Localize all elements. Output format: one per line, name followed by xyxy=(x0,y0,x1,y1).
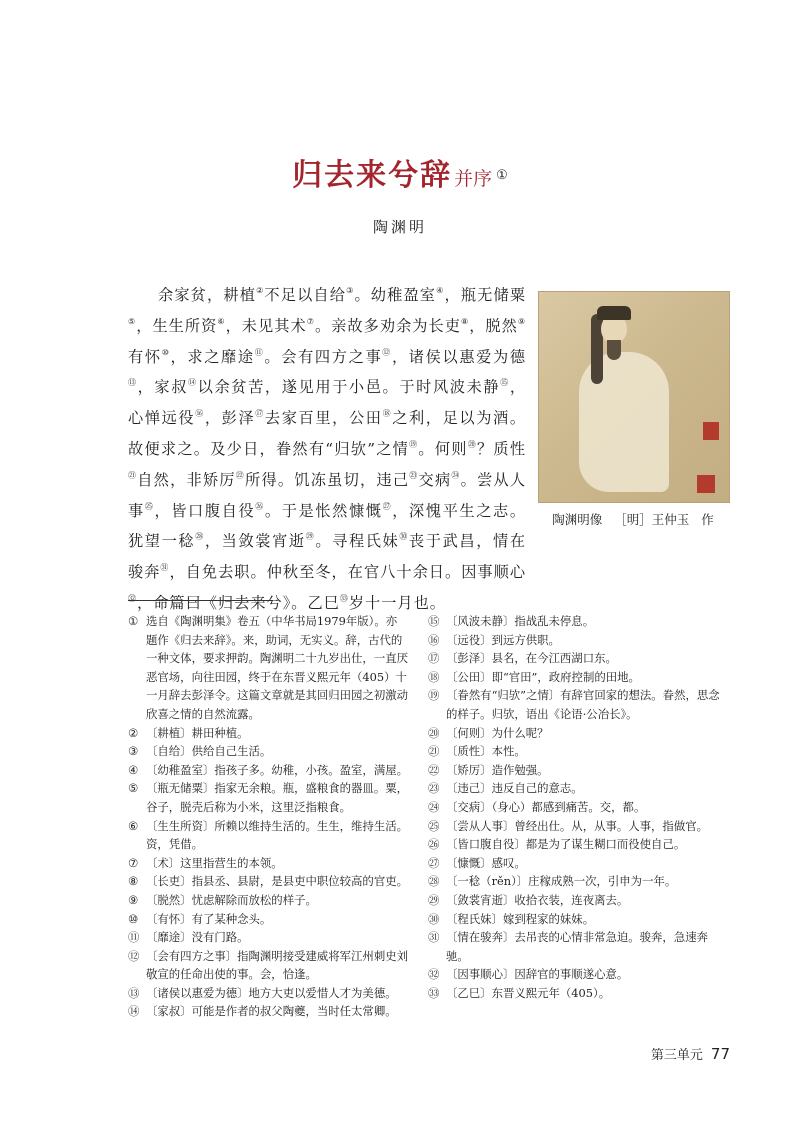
footnote-item xyxy=(428,686,728,723)
footnote-item xyxy=(428,742,728,761)
footnote-text: 〔矫厉〕造作勉强。 xyxy=(446,762,549,777)
footnote-text: 〔一稔（rěn）〕庄稼成熟一次，引申为一年。 xyxy=(446,874,677,889)
author: 陶渊明 xyxy=(372,218,427,236)
footnote-text: 〔公田〕即“官田”，政府控制的田地。 xyxy=(446,669,640,684)
footnote-text: 〔有怀〕有了某种念头。 xyxy=(146,911,272,926)
text-run: ，彭泽 xyxy=(204,409,256,428)
footnote-marker[interactable]: ⑫ xyxy=(382,347,392,357)
footnote-marker[interactable]: ⑳ xyxy=(467,439,477,449)
footnote-item xyxy=(428,798,728,817)
footnote-text: 〔乙巳〕东晋义熙元年（405）。 xyxy=(446,985,611,1000)
text-run: 。何则 xyxy=(418,439,468,458)
footnote-text: 〔远役〕到远方供职。 xyxy=(446,632,560,647)
seal-stamp xyxy=(697,475,715,493)
footnote-marker[interactable]: ㉕ xyxy=(144,501,155,511)
text-run: 。幼稚盈室 xyxy=(354,286,437,304)
footnote-text: 〔程氏妹〕嫁到程家的妹妹。 xyxy=(446,911,595,926)
footnote-number: ⑭ xyxy=(128,1004,140,1019)
text-run: ，自免去职。仲秋至冬，在官八十余日。因事顺心 xyxy=(169,563,527,582)
footnote-number: ㉓ xyxy=(428,781,440,796)
preface-text xyxy=(128,280,526,619)
footnote-number: ㉑ xyxy=(428,744,440,759)
text-run: 。亲故多劝余为长吏 xyxy=(314,316,461,335)
title-suffix: 并序 xyxy=(454,168,493,190)
footnote-marker[interactable]: ⑤ xyxy=(128,316,137,326)
footnote-item xyxy=(428,724,728,743)
portrait-caption xyxy=(538,510,728,528)
footnote-item xyxy=(428,854,728,873)
footnote-item xyxy=(128,984,408,1003)
footnote-number: ⑮ xyxy=(428,614,440,628)
footnote-marker[interactable]: ㉖ xyxy=(255,501,265,511)
text-run: 自然，非矫厉 xyxy=(137,470,236,489)
footnote-text: 〔靡途〕没有门路。 xyxy=(146,930,249,945)
footnote-number: ㉔ xyxy=(428,799,440,814)
footnote-marker[interactable]: ⑮ xyxy=(500,378,510,388)
footnote-item xyxy=(128,817,408,854)
footnote-marker[interactable]: ③ xyxy=(346,286,355,295)
page-title: 归去来兮辞 xyxy=(292,158,453,193)
footnote-text: 〔会有四方之事〕指陶渊明接受建威将军江州刺史刘敬宣的任命出使的事。会，恰逢。 xyxy=(146,948,408,982)
footnote-marker[interactable]: ⑥ xyxy=(217,316,226,326)
footnote-number: ⑦ xyxy=(128,855,139,870)
footnote-number: ㉜ xyxy=(428,967,440,982)
footnote-marker[interactable]: ⑦ xyxy=(306,316,315,326)
text-run: 丧于武昌，情在骏奔 xyxy=(128,532,527,582)
footnote-marker[interactable]: ⑬ xyxy=(128,378,138,388)
text-run: ，皆口腹自役 xyxy=(154,501,256,520)
text-run: 去家百里，公田 xyxy=(264,409,383,428)
footnote-text: 〔情在骏奔〕去吊丧的心情非常急迫。骏奔，急速奔驰。 xyxy=(446,930,708,963)
text-run: 以余贫苦，遂见用于小邑。于时风波未静 xyxy=(197,378,501,397)
seal-stamp xyxy=(703,422,719,440)
footnote-marker[interactable]: ㉛ xyxy=(160,563,170,573)
footnote-marker[interactable]: ㉓ xyxy=(409,470,419,480)
footnotes-right-column xyxy=(428,612,728,1002)
title-block xyxy=(0,150,800,194)
footnote-number: ㉝ xyxy=(428,985,440,1000)
footnote-text: 〔术〕这里指营生的本领。 xyxy=(146,855,283,870)
portrait-image xyxy=(538,291,730,503)
page-footer xyxy=(600,1044,730,1063)
footnote-number: ㉙ xyxy=(428,892,440,907)
footnote-marker[interactable]: ④ xyxy=(436,286,445,295)
footnote-text: 〔慷慨〕感叹。 xyxy=(446,855,526,870)
footnote-item xyxy=(128,947,408,984)
footnote-text: 〔诸侯以惠爱为德〕地方大吏以爱惜人才为美德。 xyxy=(146,985,397,1000)
footnote-text: 〔彭泽〕县名，在今江西湖口东。 xyxy=(446,651,617,666)
footnote-item xyxy=(128,1002,408,1021)
footnote-divider xyxy=(128,600,273,601)
text-run: ，未见其术 xyxy=(225,316,307,335)
text-run: ，命篇曰《归去来兮》。乙巳 xyxy=(137,593,340,612)
text-run: 不足以自给 xyxy=(264,286,347,304)
footnote-item xyxy=(428,891,728,910)
footnote-marker[interactable]: ㉝ xyxy=(339,593,349,603)
footnote-marker[interactable]: ㉜ xyxy=(128,593,137,603)
text-run: 有怀 xyxy=(128,347,162,366)
footnote-item xyxy=(128,910,408,929)
text-run: ，生生所资 xyxy=(136,316,218,335)
footnote-marker[interactable]: ⑨ xyxy=(517,316,527,326)
footnote-number: ⑫ xyxy=(128,948,140,963)
text-run: 之利，足以为酒。故便求之。及少日，眷然有“归欤”之情 xyxy=(128,409,527,458)
footnote-text: 〔因事顺心〕因辞官的事顺遂心意。 xyxy=(446,967,629,982)
footnote-number: ⑲ xyxy=(428,688,440,703)
footnote-number: ⑰ xyxy=(428,651,440,666)
footnote-number: ⑨ xyxy=(128,892,139,907)
caption-action: 作 xyxy=(701,512,714,527)
footnote-item xyxy=(428,668,728,687)
footnote-number: ⑥ xyxy=(128,818,139,833)
footnote-text: 〔违己〕违反自己的意志。 xyxy=(446,781,583,796)
portrait-beard xyxy=(607,340,621,360)
footnote-text: 〔瓶无储粟〕指家无余粮。瓶，盛粮食的器皿。粟，谷子，脱壳后称为小米，这里泛指粮食。 xyxy=(146,781,408,814)
footnote-marker[interactable]: ㉗ xyxy=(382,501,393,511)
text-run: 岁十一月也。 xyxy=(348,593,446,612)
footnote-item xyxy=(128,854,408,873)
footnote-number: ⑯ xyxy=(428,632,440,647)
footnote-number: ㉚ xyxy=(428,911,440,926)
footnote-item xyxy=(128,872,408,891)
text-run: ，诸侯以惠爱为德 xyxy=(391,347,527,366)
footnote-text: 〔眷然有“归欤”之情〕有辞官回家的想法。眷然，思念的样子。归欤，语出《论语·公冶长》。 xyxy=(446,688,720,721)
footnote-item xyxy=(428,779,728,798)
text-run: 。尝从人事 xyxy=(128,470,527,520)
footnote-text: 〔生生所资〕所赖以维持生活的。生生，维持生活。资，凭借。 xyxy=(146,818,408,852)
footnote-item xyxy=(128,612,408,724)
footnote-marker[interactable]: ⑲ xyxy=(409,439,419,449)
footnote-item xyxy=(428,817,728,836)
footnote-marker[interactable]: ⑱ xyxy=(382,409,393,419)
footnote-number: ㉒ xyxy=(428,762,440,777)
footnote-text: 〔质性〕本性。 xyxy=(446,744,526,759)
footnote-marker[interactable]: ㉙ xyxy=(305,532,316,542)
footnote-item xyxy=(428,928,728,965)
footnote-item xyxy=(428,761,728,780)
footnote-number: ① xyxy=(128,614,139,628)
text-run: ，求之靡途 xyxy=(170,347,255,366)
text-run: 交病 xyxy=(418,470,452,489)
footnote-item xyxy=(128,742,408,761)
footnote-number: ㉛ xyxy=(428,930,440,945)
footnote-number: ⑧ xyxy=(128,874,139,889)
footnote-text: 〔皆口腹自役〕都是为了谋生糊口而役使自己。 xyxy=(446,837,686,852)
footnote-number: ㉕ xyxy=(428,818,440,833)
text-run: ，脱然 xyxy=(469,316,518,335)
text-run: ，深愧平生之志。犹望一稔 xyxy=(128,501,527,551)
footnote-marker[interactable]: ㉔ xyxy=(451,470,461,480)
footnote-marker[interactable]: ㉑ xyxy=(128,470,138,480)
footnote-number: ⑳ xyxy=(428,725,440,740)
caption-dynasty: ［明］王仲玉 xyxy=(614,512,690,527)
footnote-text: 〔交病〕（身心）都感到痛苦。交，都。 xyxy=(446,799,646,814)
footnote-item xyxy=(128,761,408,780)
footnote-item xyxy=(428,631,728,650)
text-run: ，家叔 xyxy=(137,378,189,397)
footnote-text: 〔幼稚盈室〕指孩子多。幼稚，小孩。盈室，满屋。 xyxy=(146,762,408,777)
title-note-mark: ① xyxy=(496,167,508,183)
footnote-number: ⑤ xyxy=(128,781,139,796)
footnote-text: 〔敛裳宵逝〕收拾衣装，连夜离去。 xyxy=(446,892,629,907)
footnote-text: 〔何则〕为什么呢？ xyxy=(446,725,549,740)
footnote-marker[interactable]: ⑧ xyxy=(460,316,470,326)
footnote-marker[interactable]: ⑪ xyxy=(254,347,265,357)
footnote-marker[interactable]: ⑰ xyxy=(255,409,265,419)
footnotes-left-column xyxy=(128,612,408,1021)
footnote-item xyxy=(128,779,408,816)
footnote-item xyxy=(428,649,728,668)
footnote-marker[interactable]: ㉒ xyxy=(235,470,246,480)
footnote-text: 〔尝从人事〕曾经出仕。从，从事。人事，指做官。 xyxy=(446,818,708,833)
footnote-item xyxy=(428,872,728,891)
text-run: ，心惮远役 xyxy=(128,378,527,428)
footnote-number: ⑬ xyxy=(128,985,140,1000)
text-run: 余家贫，耕植 xyxy=(158,286,257,304)
text-run: 所得。饥冻虽切，违己 xyxy=(245,470,410,489)
footnote-number: ㉗ xyxy=(428,855,440,870)
footnote-marker[interactable]: ⑭ xyxy=(188,378,198,388)
footnote-item xyxy=(428,965,728,984)
text-run: 。于是怅然慷慨 xyxy=(264,501,383,520)
footnote-text: 〔耕植〕耕田种植。 xyxy=(146,725,249,740)
footnote-number: ④ xyxy=(128,762,139,777)
text-run: ，瓶无储粟 xyxy=(444,286,527,304)
footnote-number: ㉘ xyxy=(428,874,440,889)
footnote-item xyxy=(428,835,728,854)
footnote-item xyxy=(428,984,728,1003)
footnote-marker[interactable]: ⑩ xyxy=(161,347,171,357)
footnote-text: 选自《陶渊明集》卷五（中华书局1979年版）。亦题作《归去来辞》。来，助词，无实义。辞，古代的一种文体，要求押韵。陶渊明二十九岁出仕，一直厌恶官场，向往田园，终于在东晋义熙元年（405）十一月辞去彭泽令。这篇文章就是其回归田园之初激动欣喜之情的自然流露。 xyxy=(146,614,408,721)
footnote-item xyxy=(128,928,408,947)
portrait-hat xyxy=(597,306,631,320)
text-run: 。会有四方之事 xyxy=(264,347,383,366)
footnote-text: 〔脱然〕忧虑解除而放松的样子。 xyxy=(146,892,317,907)
footnote-number: ㉖ xyxy=(428,837,440,852)
footnote-number: ② xyxy=(128,725,139,740)
footnote-text: 〔风波未静〕指战乱未停息。 xyxy=(446,614,595,628)
footnote-marker[interactable]: ② xyxy=(256,286,265,295)
page-number: 77 xyxy=(710,1045,730,1063)
footnote-marker[interactable]: ㉚ xyxy=(399,532,409,542)
footnote-number: ③ xyxy=(128,744,139,759)
footnote-item xyxy=(128,891,408,910)
footnote-item xyxy=(428,910,728,929)
footnote-text: 〔长吏〕指县丞、县尉，是县吏中职位较高的官吏。 xyxy=(146,874,408,889)
footnote-text: 〔自给〕供给自己生活。 xyxy=(146,744,272,759)
text-run: ？质性 xyxy=(476,439,527,458)
caption-name: 陶渊明像 xyxy=(552,512,603,527)
unit-label: 第三单元 xyxy=(650,1048,703,1063)
text-run: 。寻程氏妹 xyxy=(315,532,400,551)
footnote-item xyxy=(428,612,728,631)
text-run: ，当敛裳宵逝 xyxy=(204,532,306,551)
footnote-marker[interactable]: ㉘ xyxy=(195,532,205,542)
footnote-number: ⑱ xyxy=(428,669,440,684)
footnote-number: ⑩ xyxy=(128,911,139,926)
footnote-marker[interactable]: ⑯ xyxy=(195,409,205,419)
footnote-item xyxy=(128,724,408,743)
footnote-number: ⑪ xyxy=(128,930,140,945)
footnote-text: 〔家叔〕可能是作者的叔父陶夔，当时任太常卿。 xyxy=(146,1004,397,1019)
